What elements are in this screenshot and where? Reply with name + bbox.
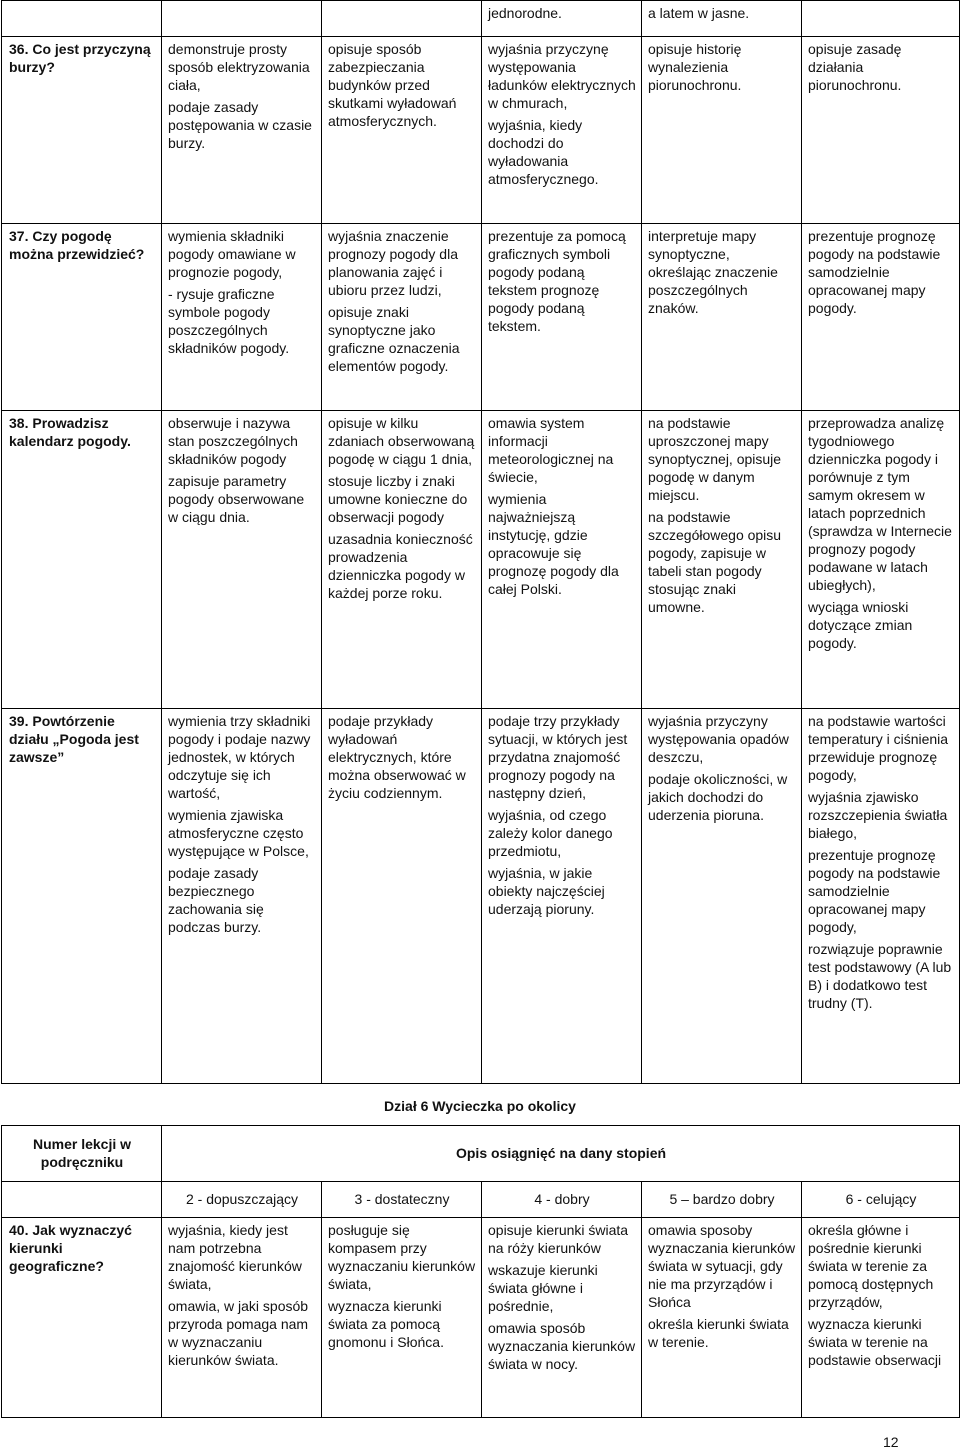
outcome-cell	[802, 37, 960, 224]
outcome-text: wyjaśnia przyczyny występowania opadów deszczu,	[648, 713, 789, 765]
outcome-text: uzasadnia konieczność prowadzenia dzienniczka pogody w każdej porze roku.	[328, 531, 473, 601]
outcome-text: podaje przykłady wyładowań elektrycznych, które można obserwować w życiu codziennym.	[328, 713, 466, 801]
outcome-text: posługuje się kompasem przy wyznaczaniu kierunków świata,	[328, 1222, 476, 1292]
outcome-text: wyjaśnia zjawisko rozszczepienia światła białego,	[808, 789, 948, 841]
table-row	[2, 37, 960, 224]
outcome-cell	[322, 224, 482, 411]
table-row	[2, 1, 960, 37]
outcome-text: podaje trzy przykłady sytuacji, w których jest przydatna znajomość prognozy pogody na następny dzień,	[488, 713, 628, 801]
outcome-text: opisuje kierunki świata na róży kierunków	[488, 1222, 629, 1256]
outcome-cell	[482, 1218, 642, 1418]
outcome-text: wyjaśnia, w jakie obiekty najczęściej uderzają pioruny.	[488, 865, 605, 917]
outcome-text: opisuje sposób zabezpieczania budynków przed skutkami wyładowań atmosferycznych.	[328, 41, 457, 129]
outcome-cell	[162, 411, 322, 709]
grade-label: 4 - dobry	[482, 1182, 642, 1218]
outcome-cell	[642, 224, 802, 411]
outcome-cell	[322, 1, 482, 37]
outcome-cell	[802, 709, 960, 1084]
outcome-text: prezentuje za pomocą graficznych symboli pogody podaną tekstem prognozę pogody podaną tekstem.	[488, 228, 626, 334]
outcome-text: omawia, w jaki sposób przyroda pomaga nam w wyznaczaniu kierunków świata.	[168, 1298, 309, 1368]
lesson-cell: 40. Jak wyznaczyć kierunki geograficzne?	[2, 1218, 162, 1418]
section-title: Dział 6 Wycieczka po okolicy	[384, 1098, 576, 1114]
outcome-text: omawia sposoby wyznaczania kierunków świata w sytuacji, gdy nie ma przyrządów i Słońca	[648, 1222, 796, 1310]
outcome-cell	[482, 709, 642, 1084]
outcome-cell	[322, 1218, 482, 1418]
outcome-text: opisuje znaki synoptyczne jako graficzne oznaczenia elementów pogody.	[328, 304, 460, 374]
outcome-cell	[642, 411, 802, 709]
outcome-text: podaje zasady postępowania w czasie burzy.	[168, 99, 312, 151]
outcomes-table	[1, 0, 960, 1084]
outcome-text: określa kierunki świata w terenie.	[648, 1316, 789, 1350]
outcome-cell	[162, 37, 322, 224]
table-row	[2, 1218, 960, 1418]
outcome-cell	[642, 1, 802, 37]
outcome-text: rozwiązuje poprawnie test podstawowy (A lub B) i dodatkowo test trudny (T).	[808, 941, 952, 1011]
outcome-text: opisuje historię wynalezienia piorunochronu.	[648, 41, 742, 93]
outcome-text: wyciąga wnioski dotyczące zmian pogody.	[808, 599, 913, 651]
outcome-text: jednorodne.	[488, 5, 562, 21]
page-number: 12	[883, 1434, 899, 1450]
grade-empty-cell	[2, 1182, 162, 1218]
outcome-cell	[162, 1218, 322, 1418]
outcome-cell	[482, 224, 642, 411]
grade-label: 5 – bardzo dobry	[642, 1182, 802, 1218]
outcome-text: wyjaśnia, od czego zależy kolor danego przedmiotu,	[488, 807, 613, 859]
outcome-text: wymienia najważniejszą instytucję, gdzie opracowuje się prognozę pogody dla całej Polski.	[488, 491, 619, 597]
outcome-text: wymienia trzy składniki pogody i podaje nazwy jednostek, w których odczytuje się ich wartość,	[168, 713, 311, 801]
outcome-cell	[322, 411, 482, 709]
outcome-text: obserwuje i nazywa stan poszczególnych składników pogody	[168, 415, 298, 467]
outcome-text: prezentuje prognozę pogody na podstawie samodzielnie opracowanej mapy pogody,	[808, 847, 941, 935]
lesson-cell: 36. Co jest przyczyną burzy?	[2, 37, 162, 224]
outcome-text: demonstruje prosty sposób elektryzowania ciała,	[168, 41, 310, 93]
outcome-text: określa główne i pośrednie kierunki świata w terenie za pomocą dostępnych przyrządów,	[808, 1222, 934, 1310]
outcome-text: wyznacza kierunki świata w terenie na podstawie obserwacji	[808, 1316, 942, 1368]
outcome-text: wyznacza kierunki świata za pomocą gnomonu i Słońca.	[328, 1298, 444, 1350]
outcome-text: podaje zasady bezpiecznego zachowania się podczas burzy.	[168, 865, 264, 935]
outcome-cell	[802, 1, 960, 37]
outcome-cell	[802, 224, 960, 411]
outcome-text: wyjaśnia, kiedy jest nam potrzebna znajomość kierunków świata,	[168, 1222, 302, 1292]
outcome-text: przeprowadza analizę tygodniowego dzienniczka pogody i porównuje z tym samym okresem w latach poprzednich (sprawdza w Internecie prognozy pogody podawane w latach ubiegłych),	[808, 415, 952, 593]
outcome-text: wymienia zjawiska atmosferyczne często występujące w Polsce,	[168, 807, 309, 859]
outcome-cell	[802, 411, 960, 709]
outcome-text: zapisuje parametry pogody obserwowane w ciągu dnia.	[168, 473, 305, 525]
outcome-cell	[162, 709, 322, 1084]
outcome-text: na podstawie uproszczonej mapy synoptycznej, opisuje pogodę w danym miejscu.	[648, 415, 782, 503]
lesson-cell: 37. Czy pogodę można przewidzieć?	[2, 224, 162, 411]
outcome-text: - rysuje graficzne symbole pogody poszczególnych składników pogody.	[168, 286, 290, 356]
table-row	[2, 224, 960, 411]
outcome-cell	[802, 1218, 960, 1418]
outcome-text: na podstawie szczegółowego opisu pogody, zapisuje w tabeli stan pogody stosując znaki umowne.	[648, 509, 782, 615]
outcome-text: omawia sposób wyznaczania kierunków świata w nocy.	[488, 1320, 636, 1372]
grade-label: 3 - dostateczny	[322, 1182, 482, 1218]
section-outcomes-table	[1, 1125, 960, 1418]
header-lesson-number: Numer lekcji w podręczniku	[2, 1126, 162, 1182]
outcome-text: interpretuje mapy synoptyczne, określając znaczenie poszczególnych znaków.	[648, 228, 778, 316]
outcome-text: prezentuje prognozę pogody na podstawie samodzielnie opracowanej mapy pogody.	[808, 228, 941, 316]
outcome-cell	[642, 709, 802, 1084]
outcome-text: podaje okoliczności, w jakich dochodzi do uderzenia pioruna.	[648, 771, 788, 823]
outcome-text: wyjaśnia znaczenie prognozy pogody dla planowania zajęć i ubioru przez ludzi,	[328, 228, 458, 298]
outcome-cell	[482, 37, 642, 224]
grades-row	[2, 1182, 960, 1218]
outcome-cell	[322, 709, 482, 1084]
outcome-text: wskazuje kierunki świata główne i pośrednie,	[488, 1262, 598, 1314]
outcome-cell	[162, 1, 322, 37]
grade-label: 6 - celujący	[802, 1182, 960, 1218]
outcome-text: na podstawie wartości temperatury i ciśnienia przewiduje prognozę pogody,	[808, 713, 949, 783]
table-row	[2, 411, 960, 709]
outcome-text: wyjaśnia przyczynę występowania ładunków elektrycznych w chmurach,	[488, 41, 636, 111]
grade-label: 2 - dopuszczający	[162, 1182, 322, 1218]
outcome-cell	[482, 1, 642, 37]
table-row	[2, 709, 960, 1084]
outcome-text: omawia system informacji meteorologicznej na świecie,	[488, 415, 614, 485]
lesson-cell: 39. Powtórzenie działu „Pogoda jest zawsze”	[2, 709, 162, 1084]
lesson-cell: 38. Prowadzisz kalendarz pogody.	[2, 411, 162, 709]
outcome-cell	[642, 1218, 802, 1418]
outcome-cell	[642, 37, 802, 224]
outcome-cell	[162, 224, 322, 411]
outcome-text: opisuje w kilku zdaniach obserwowaną pogodę w ciągu 1 dnia,	[328, 415, 475, 467]
header-outcomes: Opis osiągnięć na dany stopień	[162, 1126, 960, 1182]
table-header-row	[2, 1126, 960, 1182]
outcome-cell	[482, 411, 642, 709]
lesson-cell	[2, 1, 162, 37]
outcome-cell	[322, 37, 482, 224]
outcome-text: opisuje zasadę działania piorunochronu.	[808, 41, 902, 93]
outcome-text: wymienia składniki pogody omawiane w prognozie pogody,	[168, 228, 296, 280]
outcome-text: a latem w jasne.	[648, 5, 750, 21]
outcome-text: stosuje liczby i znaki umowne konieczne do obserwacji pogody	[328, 473, 468, 525]
outcome-text: wyjaśnia, kiedy dochodzi do wyładowania atmosferycznego.	[488, 117, 599, 187]
